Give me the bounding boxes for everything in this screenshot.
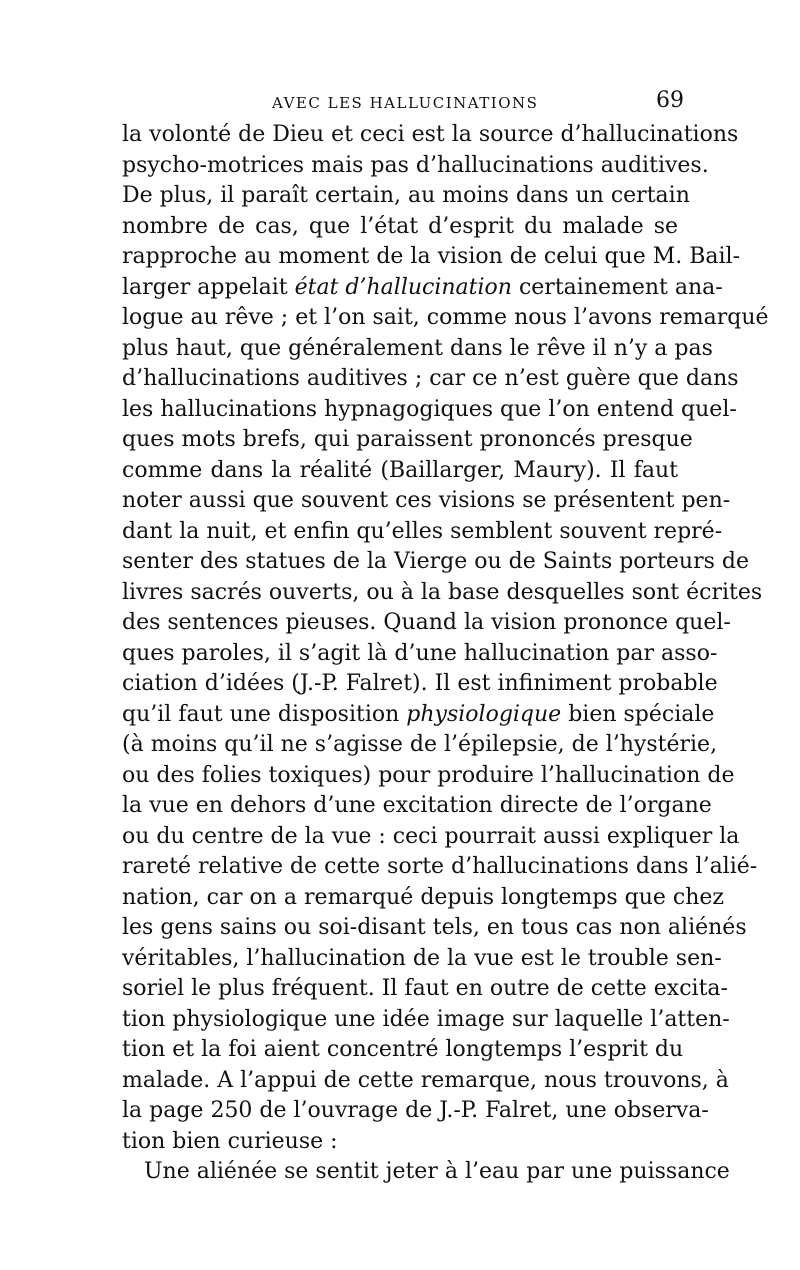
text-line — [122, 517, 723, 548]
text-segment: tion physiologique une idée image sur laquelle l’atten- — [122, 1006, 730, 1032]
text-segment: larger appelait — [122, 274, 295, 300]
body-text — [122, 120, 769, 1188]
running-head-title: AVEC LES HALLUCINATIONS — [272, 94, 539, 112]
text-segment: (à moins qu’il ne s’agisse de l’épilepsie, de l’hystérie, — [122, 732, 718, 757]
text-segment: des sentences pieuses. Quand la vision prononce quel- — [122, 610, 731, 635]
text-line — [122, 456, 678, 487]
text-segment: senter des statues de la Vierge ou de Saints porteurs de — [122, 549, 749, 574]
text-segment: qu’il faut une disposition — [122, 701, 407, 727]
text-segment: ciation d’idées (J.-P. Falret). Il est infiniment probable — [122, 671, 718, 696]
text-line — [122, 1066, 729, 1097]
text-segment: la page 250 de l’ouvrage de J.-P. Falret, une observa- — [122, 1098, 709, 1123]
text-segment: certainement ana- — [511, 274, 723, 300]
text-segment: la volonté de Dieu et ceci est la source d’hallucinations — [122, 122, 739, 147]
text-line — [122, 547, 749, 578]
text-line — [122, 1035, 684, 1066]
text-segment: tion et la foi aient concentré longtemps l’esprit du — [122, 1037, 684, 1062]
text-line — [122, 273, 723, 304]
text-line — [122, 242, 741, 273]
text-line — [122, 1096, 709, 1127]
text-line — [122, 822, 740, 853]
text-segment: d’hallucinations auditives ; car ce n’est guère que dans — [122, 366, 739, 391]
text-segment: les hallucinations hypnagogiques que l’on entend quel- — [122, 396, 737, 422]
text-line — [122, 913, 747, 944]
text-line — [122, 944, 722, 975]
text-segment: rapproche au moment de la vision de celui que M. Bail- — [122, 244, 741, 269]
text-line — [122, 1157, 730, 1188]
running-head — [122, 88, 684, 118]
text-segment: soriel le plus fréquent. Il faut en outre de cette excita- — [122, 976, 728, 1001]
text-segment: la vue en dehors d’une excitation directe de l’organe — [122, 793, 712, 818]
text-segment: comme dans la réalité (Baillarger, Maury). Il faut — [122, 457, 678, 483]
text-segment: De plus, il paraît certain, au moins dans un certain — [122, 183, 690, 208]
text-line — [122, 700, 715, 731]
text-segment: les gens sains ou soi-disant tels, en tous cas non aliénés — [122, 915, 747, 940]
text-segment: malade. A l’appui de cette remarque, nous trouvons, à — [122, 1067, 729, 1093]
text-segment: ques paroles, il s’agit là d’une hallucination par asso- — [122, 640, 718, 666]
text-segment: bien spéciale — [561, 701, 715, 727]
text-line — [122, 852, 758, 883]
text-line — [122, 761, 735, 792]
text-line — [122, 395, 737, 426]
page-number: 69 — [656, 88, 684, 113]
text-line — [122, 1127, 678, 1158]
text-line — [122, 669, 718, 700]
text-segment: ou du centre de la vue : ceci pourrait aussi expliquer la — [122, 823, 740, 849]
text-segment: rareté relative de cette sorte d’hallucinations dans l’alié- — [122, 854, 758, 879]
text-segment: Une aliénée se sentit jeter à l’eau par une puissance — [144, 1159, 730, 1184]
text-line — [122, 730, 718, 761]
text-line — [122, 791, 712, 822]
text-segment: psycho-motrices mais pas d’hallucinations auditives. — [122, 152, 709, 178]
text-line — [122, 883, 724, 914]
text-line — [122, 364, 739, 395]
text-segment: ou des folies toxiques) pour produire l’hallucination de — [122, 762, 735, 788]
text-segment: nombre de cas, que l’état d’esprit du malade se — [122, 213, 678, 239]
text-line — [122, 181, 690, 212]
text-line — [122, 212, 678, 243]
text-segment: tion bien curieuse : — [122, 1128, 338, 1154]
text-segment: plus haut, que généralement dans le rêve il n’y a pas — [122, 335, 713, 361]
text-segment: ques mots brefs, qui paraissent prononcés presque — [122, 427, 693, 452]
italic-phrase: physiologique — [406, 701, 562, 727]
text-line — [122, 486, 731, 517]
text-line — [122, 1005, 730, 1036]
text-line — [122, 578, 763, 609]
text-segment: dant la nuit, et enfin qu’elles semblent souvent repré- — [122, 518, 723, 544]
text-segment: noter aussi que souvent ces visions se présentent pen- — [122, 488, 731, 513]
text-segment: livres sacrés ouverts, ou à la base desquelles sont écrites — [122, 579, 763, 605]
text-segment: véritables, l’hallucination de la vue est le trouble sen- — [122, 945, 722, 971]
text-line — [122, 120, 739, 151]
text-line — [122, 303, 769, 334]
text-line — [122, 974, 728, 1005]
text-line — [122, 151, 709, 182]
text-line — [122, 425, 693, 456]
italic-phrase: état d’hallucination — [294, 274, 512, 300]
text-segment: nation, car on a remarqué depuis longtemps que chez — [122, 884, 724, 910]
text-line — [122, 334, 713, 365]
text-line — [122, 639, 718, 670]
text-line — [122, 608, 731, 639]
text-segment: logue au rêve ; et l’on sait, comme nous l’avons remarqué — [122, 305, 769, 330]
